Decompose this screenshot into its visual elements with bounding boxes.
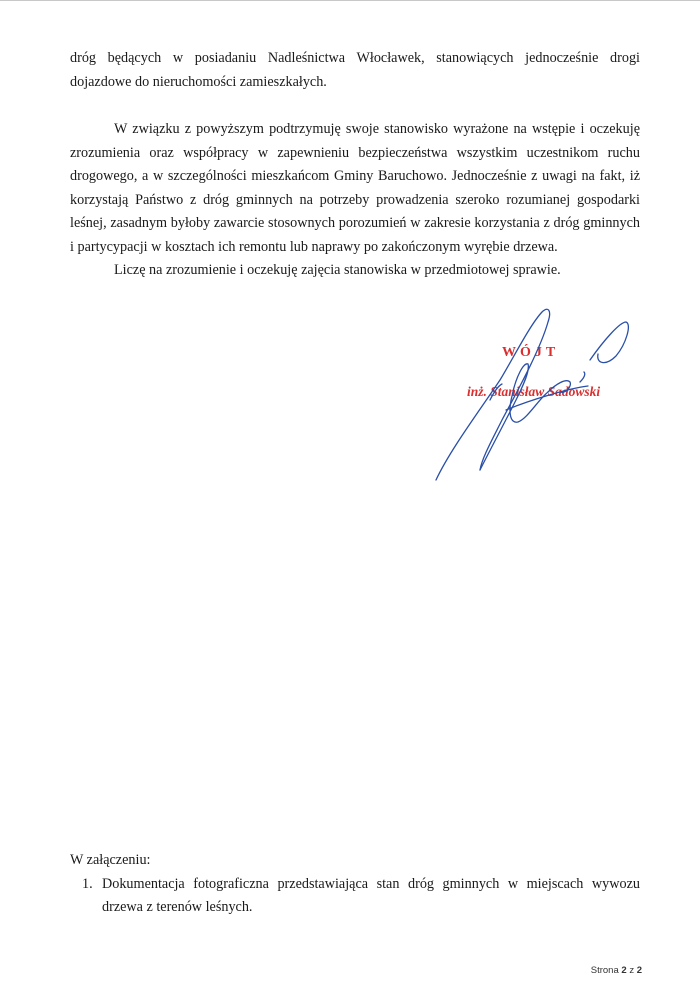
- footer-total-pages: 2: [636, 965, 642, 976]
- stamp-name: inż. Stanisław Sadowski: [467, 384, 601, 399]
- page-number-footer: [591, 965, 642, 976]
- attachment-item: [70, 873, 640, 920]
- footer-label: Strona: [590, 965, 619, 976]
- page-top-rule: [0, 0, 700, 1]
- paragraph-1: dróg będących w posiadaniu Nadleśnictwa Włocławek, stanowiących jednocześnie drogi dojazdowe do nieruchomości zamieszkałych.: [70, 50, 640, 90]
- attachments-list: [70, 873, 640, 920]
- stamp-title: WÓJT: [502, 345, 560, 360]
- footer-separator: z: [629, 965, 635, 976]
- letter-body-main: [70, 118, 640, 283]
- letter-body-continuation: [70, 47, 640, 94]
- paragraph-3: Liczę na zrozumienie i oczekuję zajęcia stanowiska w przedmiotowej sprawie.: [114, 262, 561, 278]
- footer-current-page: 2: [621, 965, 627, 976]
- attachment-number: 1.: [82, 875, 93, 892]
- handwritten-signature: [420, 300, 640, 490]
- attachment-text: Dokumentacja fotograficzna przedstawiająca stan dróg gminnych w miejscach wywozu drzewa z terenów leśnych.: [102, 875, 640, 915]
- attachments-heading: W załączeniu:: [70, 852, 151, 868]
- paragraph-2: W związku z powyższym podtrzymuję swoje stanowisko wyrażone na wstępie i oczekuję zrozumienia oraz współpracy w zapewnieniu bezpieczeństwa wszystkim uczestnikom ruchu drogowego, a w szczególności mieszkańcom Gminy Baruchowo. Jednocześnie z uwagi na fakt, iż korzystają Państwo z dróg gminnych na potrzeby prowadzenia szeroko rozumianej gospodarki leśnej, zasadnym byłoby zawarcie stosownych porozumień w zakresie korzystania z dróg gminnych i partycypacji w kosztach ich remontu lub naprawy po zakończonym wyrębie drzewa.: [70, 121, 640, 255]
- attachments-section: [70, 849, 640, 920]
